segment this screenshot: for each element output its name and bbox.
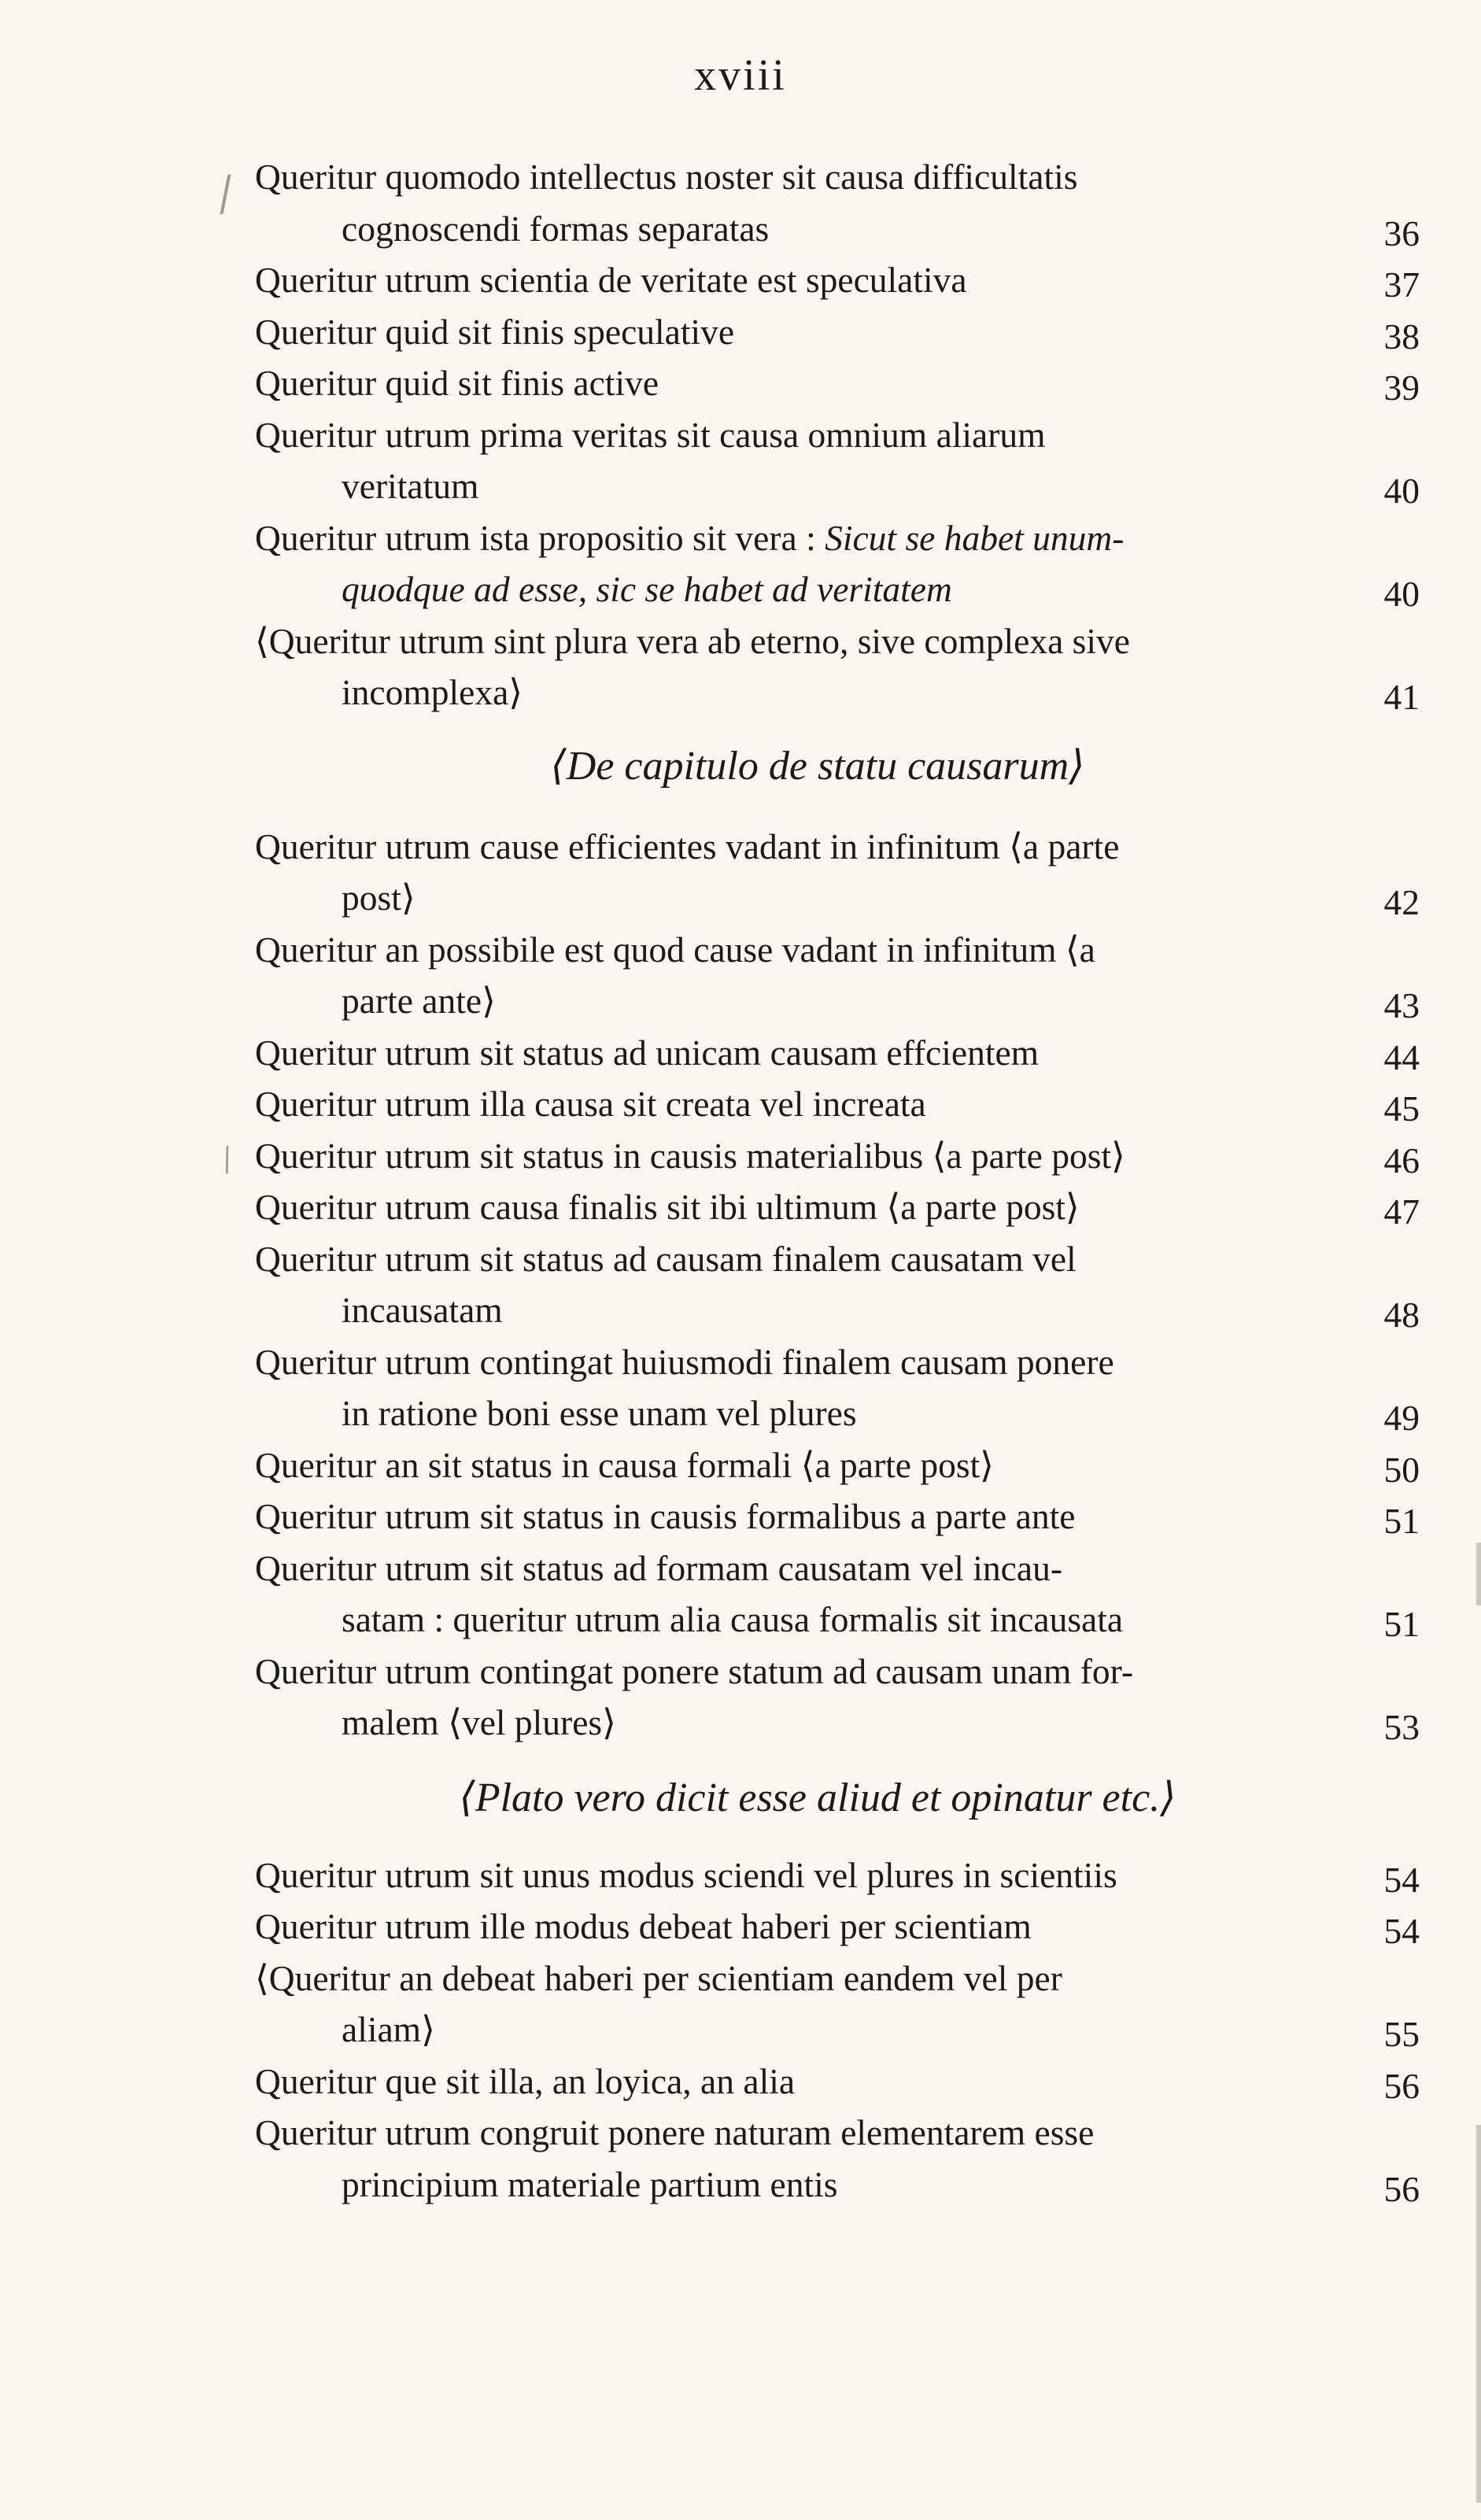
entry-line: malem ⟨vel plures⟩ [342,1702,616,1742]
entry-line: post⟩ [342,878,415,918]
entry-line: Queritur utrum sit status ad formam causatam vel incau- [255,1547,1062,1588]
page-edge-mark [1476,2125,1481,2503]
entry-line: Queritur utrum contingat huiusmodi finalem causam ponere [255,1341,1114,1382]
entry-line: Queritur quid sit finis speculative [255,311,735,352]
entry-line: Queritur utrum cause efficientes vadant in infinitum ⟨a parte [255,826,1120,866]
entry-line: Queritur utrum scientia de veritate est speculativa [255,260,967,300]
toc-entry [255,1181,1420,1233]
toc-entry [255,1439,1420,1491]
page-ref: 53 [1383,1707,1420,1747]
page-ref: 48 [1383,1295,1420,1335]
page-ref: 55 [1383,2014,1420,2054]
toc-entry [255,254,1420,306]
entry-line: incausatam [342,1290,503,1330]
entry-line: ⟨Queritur utrum sint plura vera ab eterno, sive complexa sive [255,620,1130,661]
toc-entry [255,1491,1420,1543]
toc-entry [255,2107,1420,2210]
toc-entry [255,1336,1420,1439]
toc-entry [255,306,1420,358]
page-ref: 41 [1383,677,1420,717]
page-ref: 45 [1383,1088,1420,1129]
entry-line: veritatum [342,466,479,506]
entry-italic-text: Sicut se habet unum- [825,517,1125,558]
page-ref: 42 [1383,882,1420,922]
entry-line [255,512,1333,564]
entry-line: ⟨Queritur an debeat haberi per scientiam eandem vel per [255,1957,1062,1998]
entry-line: parte ante⟩ [342,981,496,1021]
pencil-mark: ⁄ [216,1144,239,1178]
pencil-mark: ⁄ [212,168,239,222]
entry-line [255,563,1333,615]
toc-entry [255,1849,1420,1901]
entry-line: Queritur utrum sit status in causis materialibus ⟨a parte post⟩ [255,1135,1125,1176]
page-ref: 40 [1383,471,1420,511]
table-of-contents [255,151,1420,2210]
toc-entry [255,1233,1420,1336]
entry-line: aliam⟩ [342,2009,435,2049]
toc-entry [255,409,1420,512]
page-ref: 38 [1383,316,1420,357]
toc-entry [255,512,1420,615]
toc-entry [255,1953,1420,2056]
toc-entry [255,2056,1420,2108]
toc-entry [255,1543,1420,1646]
entry-line: Queritur utrum ille modus debeat haberi per scientiam [255,1906,1032,1946]
page-ref: 50 [1383,1449,1420,1490]
toc-entry [255,151,1420,254]
entry-line: Queritur utrum contingat ponere statum ad causam unam for- [255,1650,1134,1691]
entry-line: Queritur que sit illa, an loyica, an alia [255,2060,796,2101]
page-ref: 51 [1383,1604,1420,1644]
entry-line: Queritur utrum sit status ad unicam causam effcientem [255,1032,1040,1073]
page-number: xviii [694,51,787,100]
entry-line: in ratione boni esse unam vel plures [342,1393,857,1433]
entry-line: Queritur utrum congruit ponere naturam elementarem esse [255,2112,1095,2152]
entry-line: cognoscendi formas separatas [342,208,770,249]
entry-line: Queritur utrum sit status in causis formalibus a parte ante [255,1496,1076,1536]
page-ref: 56 [1383,2065,1420,2106]
page-ref: 49 [1383,1398,1420,1438]
page-ref: 37 [1383,264,1420,305]
entry-line: Queritur quid sit finis active [255,363,659,403]
entry-line: Queritur utrum illa causa sit creata vel increata [255,1084,926,1124]
toc-entry [255,1078,1420,1130]
entry-line: incomplexa⟩ [342,672,523,712]
page-ref: 47 [1383,1192,1420,1232]
section-heading: ⟨De capitulo de statu causarum⟩ [550,743,1085,789]
entry-text: Queritur utrum ista propositio sit vera : [255,517,825,558]
entry-line: principium materiale partium entis [342,2163,838,2204]
page-ref: 43 [1383,985,1420,1025]
toc-entry [255,357,1420,409]
toc-entry [255,924,1420,1027]
entry-line: Queritur utrum sit status ad causam finalem causatam vel [255,1238,1077,1279]
entry-line: Queritur quomodo intellectus noster sit causa difficultatis [255,157,1078,197]
page-ref: 51 [1383,1501,1420,1541]
page-ref: 54 [1383,1911,1420,1951]
entry-line: Queritur utrum causa finalis sit ibi ultimum ⟨a parte post⟩ [255,1187,1080,1227]
entry-line: Queritur an sit status in causa formali ⟨a parte post⟩ [255,1444,994,1485]
entry-line: Queritur utrum sit unus modus sciendi vel plures in scientiis [255,1854,1117,1895]
page-ref: 40 [1383,574,1420,614]
page-edge-mark [1476,1543,1481,1605]
page-ref: 54 [1383,1859,1420,1900]
page-ref: 36 [1383,212,1420,253]
page-ref: 46 [1383,1140,1420,1181]
page-ref: 56 [1383,2168,1420,2209]
toc-entry [255,821,1420,924]
toc-entry [255,1646,1420,1749]
toc-entry [255,1027,1420,1079]
page-ref: 44 [1383,1036,1420,1077]
entry-line: Queritur an possibile est quod cause vadant in infinitum ⟨a [255,929,1095,970]
entry-line: Queritur utrum prima veritas sit causa omnium aliarum [255,414,1046,455]
section-heading: ⟨Plato vero dicit esse aliud et opinatur etc.⟩ [459,1775,1176,1820]
toc-entry [255,615,1420,719]
page-ref: 39 [1383,368,1420,408]
entry-italic-text: quodque ad esse, sic se habet ad veritatem [342,569,952,609]
toc-entry [255,1901,1420,1953]
entry-line: satam : queritur utrum alia causa formalis sit incausata [342,1599,1124,1639]
toc-entry [255,1130,1420,1182]
